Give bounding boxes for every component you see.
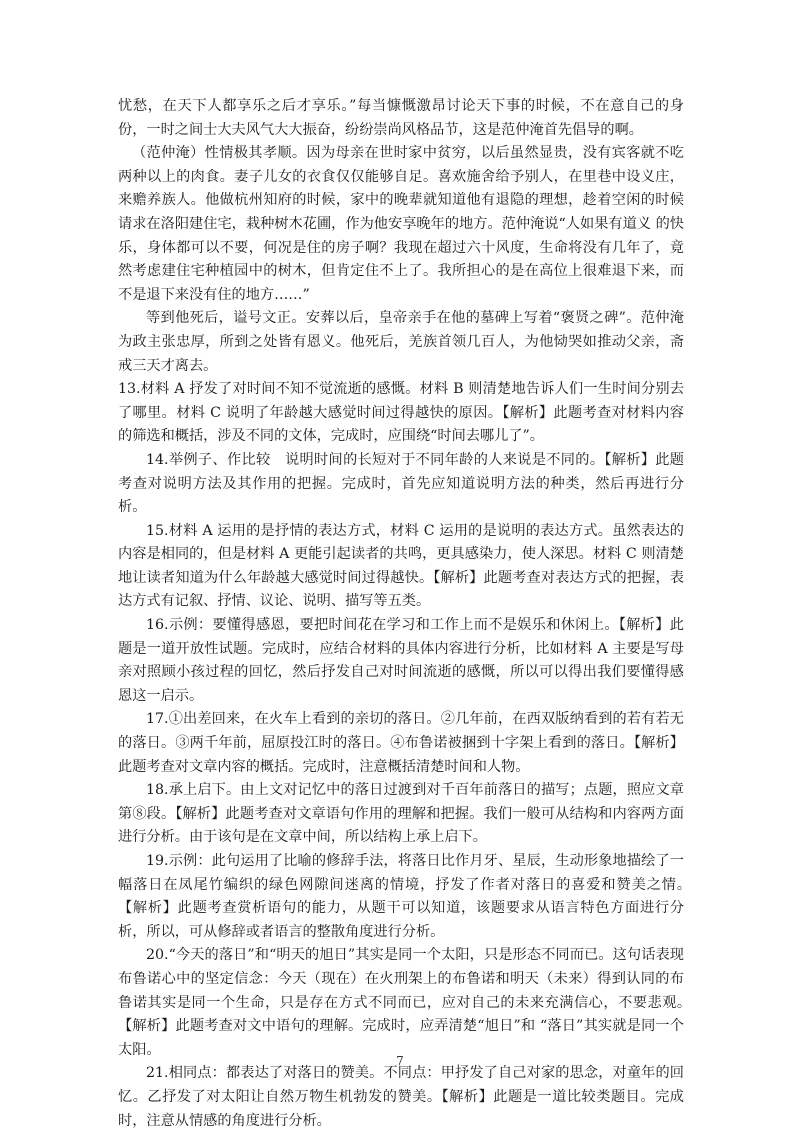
answer-16: 16.示例：要懂得感恩，要把时间花在学习和工作上而不是娱乐和休闲上。【解析】此题是一道开放性试题。完成时，应结合材料的具体内容进行分析，比如材料 A 主要是写母亲对照顾小孩过程的回忆，然后抒发自己对时间流逝的感慨，所以可以得出我们要懂得感恩这一启示。 [118, 617, 684, 704]
page-content [118, 95, 699, 1133]
paragraph-continuation: 忧愁，在天下人都享乐之后才享乐。”每当慷慨激昂讨论天下事的时候，不在意自己的身份，一时之间士大夫风气大大振奋，纷纷崇尚风格品节，这是范仲淹首先倡导的啊。 [118, 98, 684, 138]
paragraph-posthumous: 等到他死后，谥号文正。安葬以后，皇帝亲手在他的墓碑上写着“褒贤之碑”。范仲淹为政主张忠厚，所到之处皆有恩义。他死后，羌族首领几百人，为他恸哭如推动父亲，斋戒三天才离去。 [118, 310, 684, 374]
page-number: 7 [396, 1054, 404, 1068]
answer-21: 21.相同点：都表达了对落日的赞美。不同点：甲抒发了自己对家的思念，对童年的回忆。乙抒发了对太阳让自然万物生机勃发的赞美。【解析】此题是一道比较类题目。完成时，注意从情感的角度进行分析。 [118, 1065, 684, 1129]
answer-13: 13.材料 A 抒发了对时间不知不觉流逝的感慨。材料 B 则清楚地告诉人们一生时间分别去了哪里。材料 C 说明了年龄越大感觉时间过得越快的原因。【解析】此题考查对材料内容的筛选和概括，涉及不同的文体，完成时，应围绕“时间去哪儿了”。 [118, 381, 684, 445]
answer-17: 17.①出差回来，在火车上看到的亲切的落日。②几年前，在西双版纳看到的若有若无的落日。③两千年前，屈原投江时的落日。④布鲁诺被捆到十字架上看到的落日。【解析】此题考查对文章内容的概括。完成时，注意概括清楚时间和人物。 [118, 711, 684, 775]
answer-19: 19.示例：此句运用了比喻的修辞手法，将落日比作月牙、星辰，生动形象地描绘了一幅落日在凤尾竹编织的绿色网隙间迷离的情境，抒发了作者对落日的喜爱和赞美之情。 【解析】此题考查赏析语句的能力，从题干可以知道，该题要求从语言特色方面进行分析，所以，可从修辞或者语言的整散角度进行分析。 [118, 853, 699, 940]
answer-20: 20.“今天的落日”和“明天的旭日”其实是同一个太阳，只是形态不同而已。这句话表现布鲁诺心中的坚定信念：今天（现在）在火刑架上的布鲁诺和明天（未来）得到认同的布鲁诺其实是同一个生命，只是存在方式不同而已，应对自己的未来充满信心，不要悲观。 【解析】此题考查对文中语句的理解。完成时，应弄清楚“旭日”和 “落日”其实就是同一个太阳。 [118, 947, 699, 1058]
answer-14: 14.举例子、作比较 说明时间的长短对于不同年龄的人来说是不同的。【解析】此题考查对说明方法及其作用的把握。完成时，首先应知道说明方法的种类，然后再进行分析。 [118, 451, 684, 516]
answer-18: 18.承上启下。由上文对记忆中的落日过渡到对千百年前落日的描写；点题，照应文章第⑧段。【解析】此题考查对文章语句作用的理解和把握。我们一般可从结构和内容两方面进行分析。由于该句是在文章中间，所以结构上承上启下。 [118, 782, 684, 846]
answer-15: 15.材料 A 运用的是抒情的表达方式，材料 C 运用的是说明的表达方式。虽然表达的内容是相同的，但是材料 A 更能引起读者的共鸣，更具感染力，使人深思。材料 C 则清楚地让读者知道为什么年龄越大感觉时间过得越快。【解析】此题考查对表达方式的把握，表达方式有记叙、抒情、议论、说明、描写等五类。 [118, 522, 684, 610]
paragraph-filial-piety: （范仲淹）性情极其孝顺。因为母亲在世时家中贫穷，以后虽然显贵，没有宾客就不吃两种以上的肉食。妻子儿女的衣食仅仅能够自足。喜欢施舍给予别人，在里巷中设义庄，来赡养族人。他做杭州知府的时候，家中的晚辈就知道他有退隐的理想，趁着空闲的时候请求在洛阳建住宅，栽种树木花圃，作为他安享晚年的地方。范仲淹说“人如果有道义 的快乐，身体都可以不要，何况是住的房子啊？我现在超过六十风度，生命将没有几年了，竟然考虑建住宅种植园中的树木，但肯定住不上了。我所担心的是在高位上很难退下来，而不是退下来没有住的地方……” [118, 145, 684, 303]
